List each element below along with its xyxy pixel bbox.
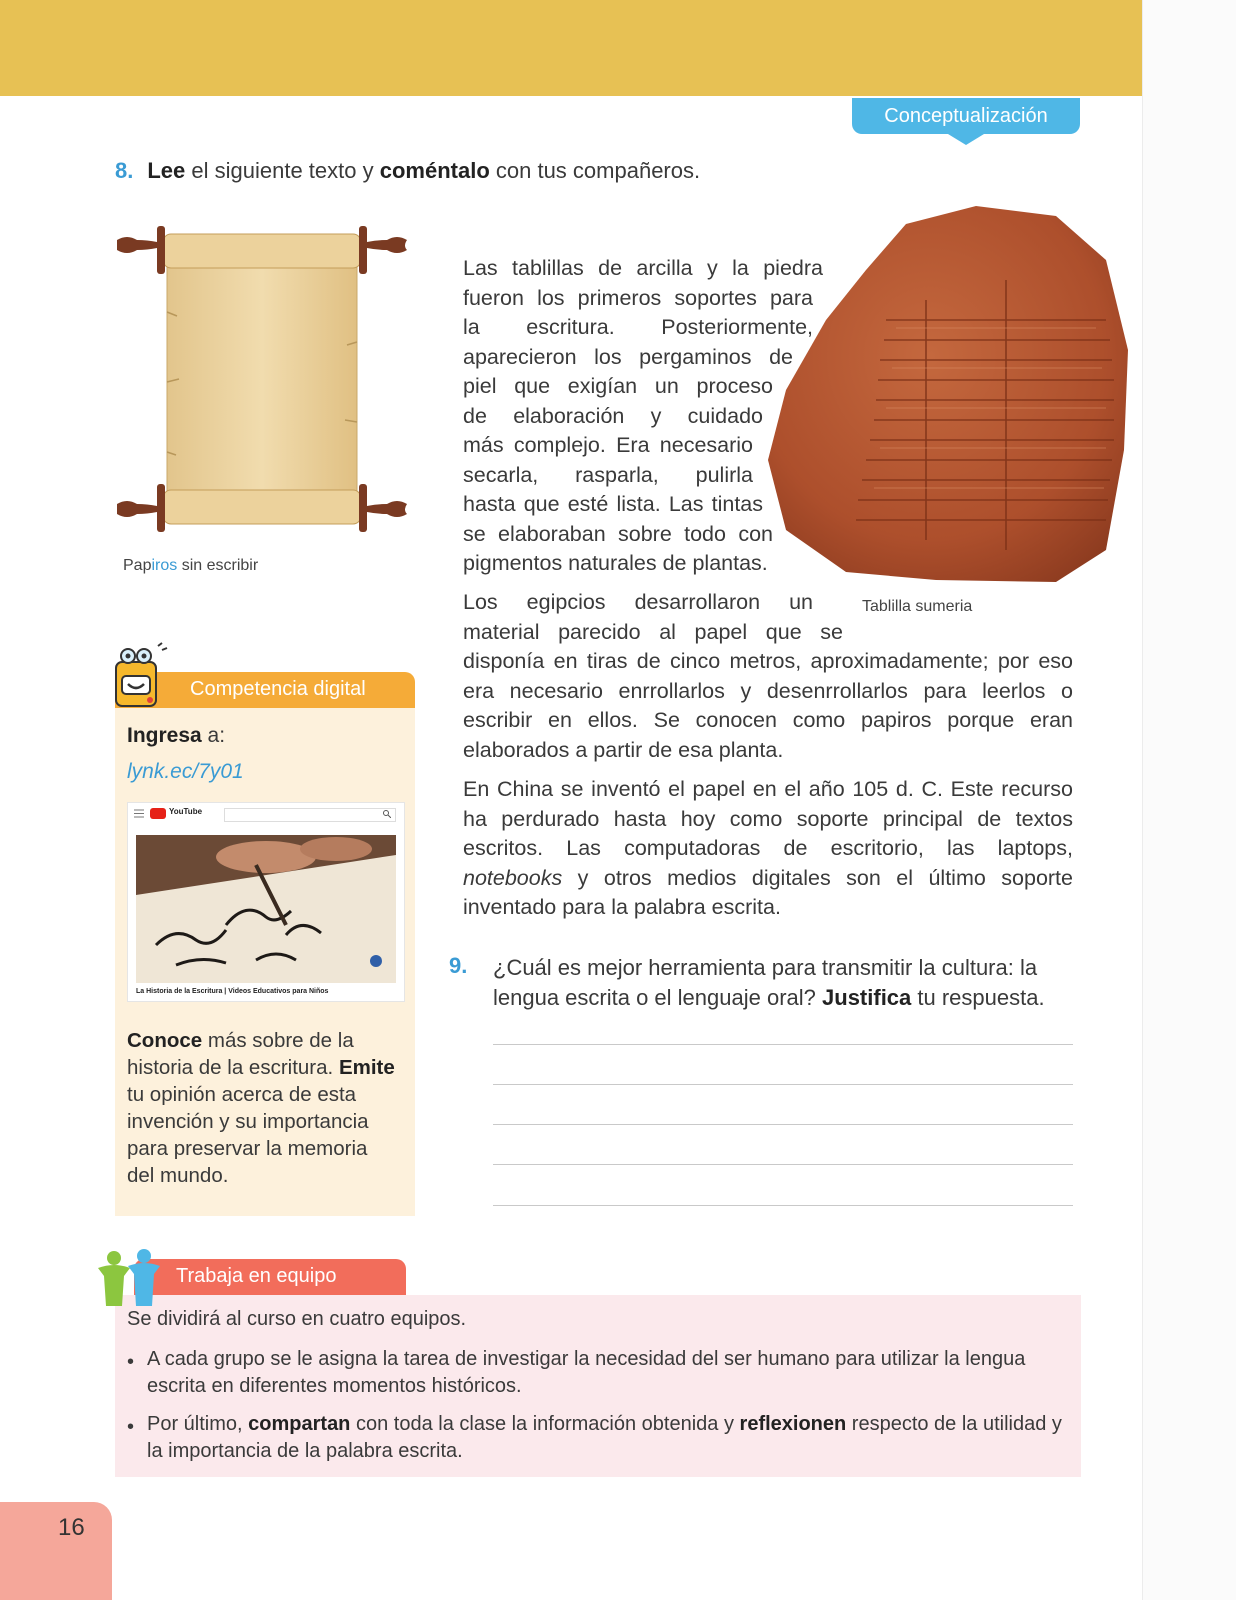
question-8-bold: coméntalo — [379, 158, 490, 183]
paragraph-1-line: se elaboraban sobre todo con — [463, 521, 773, 546]
conoce-text-2: tu opinión acerca de esta invención y su importancia para preservar la memoria del mundo. — [127, 1083, 369, 1187]
answer-line[interactable] — [493, 1205, 1073, 1206]
paragraph-1-line: piel que exigían un proceso — [463, 374, 773, 398]
ingresa-rest: a: — [201, 724, 226, 747]
scroll-caption — [123, 557, 258, 575]
bullet-2-bold-1: compartan — [248, 1413, 351, 1435]
tablet-caption: Tablilla sumeria — [862, 598, 973, 615]
paragraph-1-line: la escritura. Posteriormente, — [463, 315, 813, 339]
robot-mascot-icon — [110, 642, 176, 714]
question-9-pre: ¿Cuál es mejor herramienta para transmitir la cultura: la lengua escrita o el lenguaje oral? — [493, 955, 1038, 1010]
youtube-bar — [128, 803, 404, 825]
conoce-text-1: más sobre de la historia de la escritura. — [127, 1029, 354, 1079]
bullet-2-pre: Por último, — [147, 1413, 249, 1435]
paragraph-1-line: de elaboración y cuidado — [463, 403, 763, 428]
paragraph-2-rest: disponía en tiras de cinco metros, aproximadamente; por eso era necesario enrrollarlos y desenrrollarlos para leerlos o escribir en ellos. Se conocen como papiros porque eran elaborados a partir de esa planta. — [463, 649, 1073, 762]
paragraph-3-pre: En China se inventó el papel en el año 105 d. C. Este recurso ha perdurado hasta hoy como soporte principal de textos escritos. Las computadoras de escritorio, las laptops, — [463, 777, 1073, 860]
paragraph-1-line: hasta que esté lista. Las tintas — [463, 492, 763, 516]
teamwork-title: Trabaja en equipo — [176, 1265, 337, 1287]
competencia-description — [127, 1027, 397, 1189]
question-9-bold: Justifica — [822, 984, 912, 1010]
answer-line[interactable] — [493, 1124, 1073, 1125]
teamwork-intro: Se dividirá al curso en cuatro equipos. — [127, 1308, 467, 1330]
youtube-search-input — [224, 808, 396, 822]
question-9-post: tu respuesta. — [911, 984, 1045, 1010]
bullet-2-text — [147, 1411, 1067, 1465]
answer-line[interactable] — [493, 1084, 1073, 1085]
bullet-1-marker: • — [127, 1351, 135, 1373]
paragraph-1-line: más complejo. Era necesario — [463, 433, 753, 457]
paragraph-3-italic: notebooks — [463, 865, 563, 890]
paragraph-3 — [463, 775, 1073, 923]
scroll-caption-post: sin escribir — [177, 557, 259, 574]
question-9-text — [493, 953, 1093, 1012]
scroll-caption-highlight: iros — [151, 557, 178, 574]
scroll-caption-pre: Pap — [123, 557, 152, 574]
paragraph-1-line: secarla, rasparla, pulirla — [463, 462, 753, 487]
bullet-2-mid: con toda la clase la información obtenida y — [350, 1413, 740, 1435]
ingresa-bold: Ingresa — [127, 724, 202, 747]
video-thumbnail[interactable] — [127, 802, 405, 1002]
youtube-label: YouTube — [169, 807, 203, 816]
ingresa-label — [127, 724, 225, 748]
question-8-text: el siguiente texto y — [185, 158, 380, 183]
paragraph-2-line-1: Los egipcios desarrollaron un — [463, 590, 813, 614]
top-color-band — [0, 0, 1142, 96]
answer-line[interactable] — [493, 1044, 1073, 1045]
resource-link[interactable]: lynk.ec/7y01 — [127, 760, 244, 783]
bullet-2-bold-2: reflexionen — [739, 1413, 847, 1435]
paragraph-2-line-2: material parecido al papel que se — [463, 619, 843, 644]
emite-bold: Emite — [338, 1056, 395, 1079]
question-8-number: 8. — [115, 158, 134, 183]
calligraphy-video-image — [136, 835, 396, 983]
page-number-box — [0, 1502, 112, 1600]
section-tab: Conceptualización — [852, 98, 1080, 134]
bullet-2-marker: • — [127, 1416, 135, 1438]
question-8 — [115, 158, 700, 184]
answer-line[interactable] — [493, 1164, 1073, 1165]
paragraph-1-line: Las tablillas de arcilla y la piedra — [463, 256, 823, 280]
youtube-logo-icon — [150, 808, 166, 819]
paragraph-1 — [463, 254, 823, 579]
teamwork-people-icon — [92, 1248, 172, 1308]
page-number: 16 — [58, 1514, 85, 1541]
page-edge — [1142, 0, 1236, 1600]
video-caption: La Historia de la Escritura | Videos Educativos para Niños — [136, 988, 329, 995]
question-8-end: con tus compañeros. — [489, 158, 701, 183]
paragraph-1-line: pigmentos naturales de plantas. — [463, 551, 768, 575]
competencia-digital-title: Competencia digital — [190, 678, 366, 700]
bullet-2-post: respecto de la utilidad y la importancia de la palabra escrita. — [147, 1413, 1062, 1462]
question-8-verb: Lee — [147, 158, 186, 183]
paragraph-1-line: aparecieron los pergaminos de — [463, 344, 793, 369]
bullet-1-text: A cada grupo se le asigna la tarea de investigar la necesidad del ser humano para utilizar la lengua escrita en diferentes momentos históricos. — [147, 1348, 1026, 1397]
conoce-bold: Conoce — [127, 1029, 203, 1052]
paragraph-3-post: y otros medios digitales son el último soporte inventado para la palabra escrita. — [463, 865, 1073, 919]
question-9-number: 9. — [449, 953, 468, 978]
search-icon — [383, 810, 391, 818]
papyrus-scroll-image — [115, 222, 411, 544]
paragraph-1-line: fueron los primeros soportes para — [463, 285, 813, 310]
menu-icon — [134, 809, 144, 818]
